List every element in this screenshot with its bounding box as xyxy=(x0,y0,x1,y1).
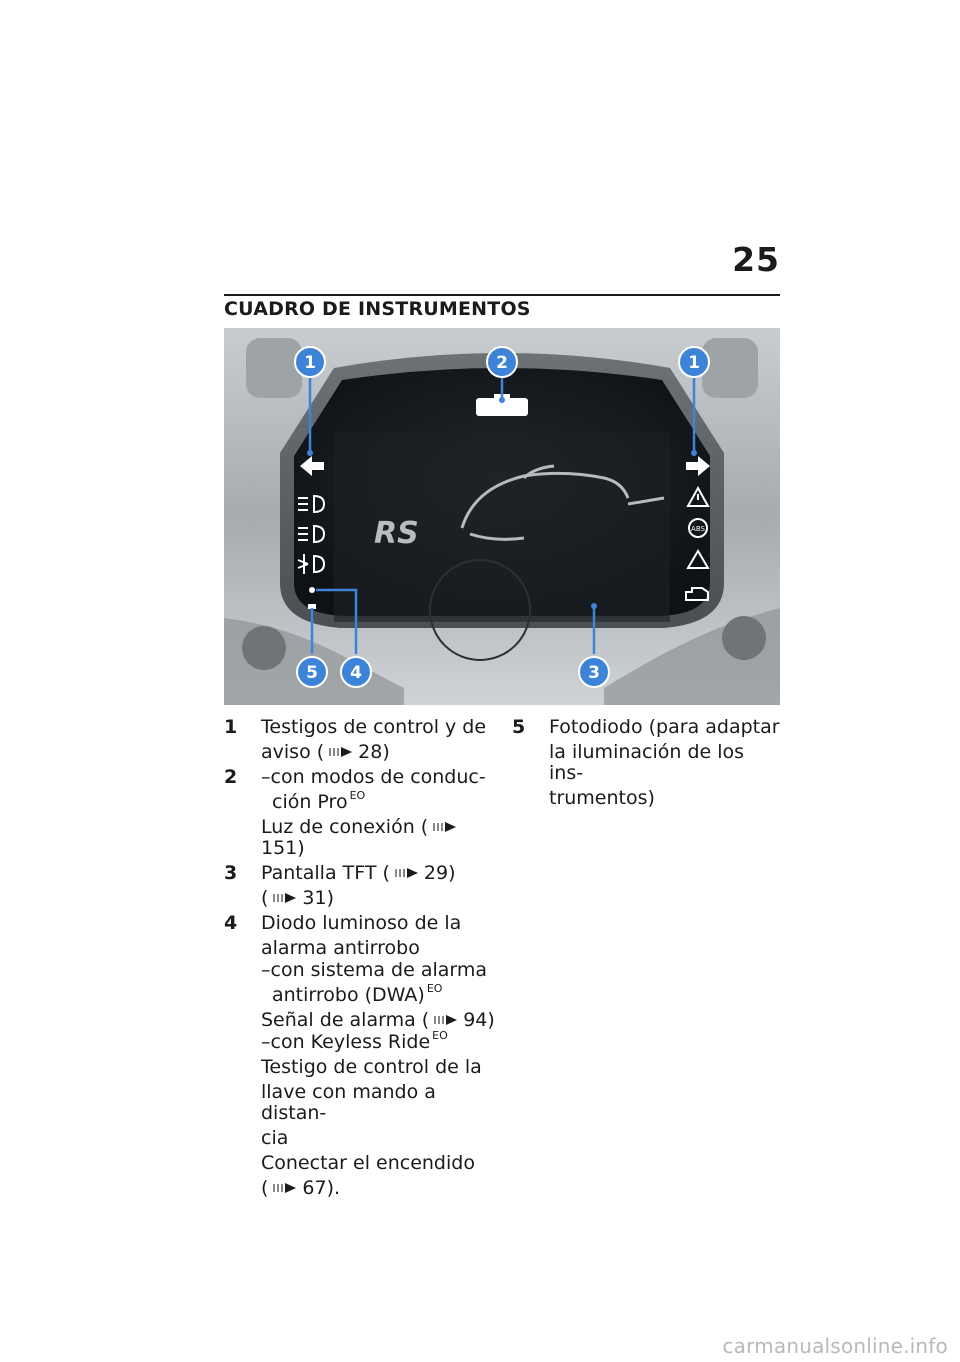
instrument-cluster-illustration xyxy=(224,328,780,705)
legend-item-1-number: 1 xyxy=(224,716,238,738)
legend-item-3-line-2: ( 31) xyxy=(261,887,335,909)
legend-item-4-line-10: Conectar el encendido xyxy=(261,1152,475,1174)
page-reference-icon xyxy=(432,820,458,834)
legend-item-4-line-4: antirrobo (DWA) $^{EO}$ xyxy=(272,981,443,1006)
legend-item-5 xyxy=(512,717,782,809)
legend-item-1-line-2: aviso ( 28) xyxy=(261,741,390,763)
legend-right-column xyxy=(512,716,782,810)
callout-3-label: 3 xyxy=(588,663,600,683)
legend-item-5-line-3: trumentos) xyxy=(549,787,655,809)
legend-item-2-line-2: ción Pro $^{EO}$ xyxy=(272,788,366,813)
legend-item-2-number: 2 xyxy=(224,766,238,788)
legend-item-3-line-1: Pantalla TFT ( 29) xyxy=(261,862,456,884)
rs-brand-mark: RS xyxy=(374,516,419,551)
legend-item-4 xyxy=(224,913,499,1199)
page-reference-icon xyxy=(272,1181,298,1195)
legend-item-4-line-8: llave con mando a distan- xyxy=(261,1081,436,1124)
legend-left-column xyxy=(224,716,499,1200)
section-title: CUADRO DE INSTRUMENTOS xyxy=(224,298,531,320)
page-reference-icon xyxy=(328,745,354,759)
legend-item-5-number: 5 xyxy=(512,716,526,738)
legend-item-1-line-1: Testigos de control y de xyxy=(261,716,487,738)
legend-item-4-line-6: –con Keyless Ride $^{EO}$ xyxy=(261,1028,448,1053)
callout-5-label: 5 xyxy=(306,663,318,683)
legend-item-4-line-11: ( 67). xyxy=(261,1177,341,1199)
legend-item-3-number: 3 xyxy=(224,862,238,884)
page-number: 25 xyxy=(732,240,780,279)
watermark: carmanualsonline.info xyxy=(722,1334,948,1358)
legend-item-4-line-9: cia xyxy=(261,1127,289,1149)
legend-item-2-line-3: Luz de conexión (151) xyxy=(261,817,499,859)
legend-item-4-number: 4 xyxy=(224,912,238,934)
legend-item-4-line-7: Testigo de control de la xyxy=(261,1056,482,1078)
legend-item-4-line-1: Diodo luminoso de la xyxy=(261,912,462,934)
legend-item-2-line-1: –con modos de conduc- xyxy=(261,766,486,788)
page-reference-icon xyxy=(394,866,420,880)
callout-2-label: 2 xyxy=(496,353,508,373)
legend-item-5-line-2: la iluminación de los ins- xyxy=(549,741,745,784)
legend-item-4-line-5: Señal de alarma ( 94) xyxy=(261,1009,495,1031)
legend-item-4-line-3: –con sistema de alarma xyxy=(261,959,488,981)
callout-1-right-label: 1 xyxy=(688,353,700,373)
page-reference-icon xyxy=(272,891,298,905)
legend-item-3 xyxy=(224,863,499,909)
page-reference-icon xyxy=(433,1013,459,1027)
abs-icon-label: ABS xyxy=(691,525,705,533)
callout-4-label: 4 xyxy=(350,663,362,683)
legend-item-2 xyxy=(224,767,499,859)
instrument-cluster-figure xyxy=(224,328,780,705)
callout-1-left-label: 1 xyxy=(304,353,316,373)
section-divider xyxy=(224,294,780,296)
legend-item-5-line-1: Fotodiodo (para adaptar xyxy=(549,716,780,738)
legend-item-1 xyxy=(224,717,499,763)
legend-item-4-line-2: alarma antirrobo xyxy=(261,937,420,959)
